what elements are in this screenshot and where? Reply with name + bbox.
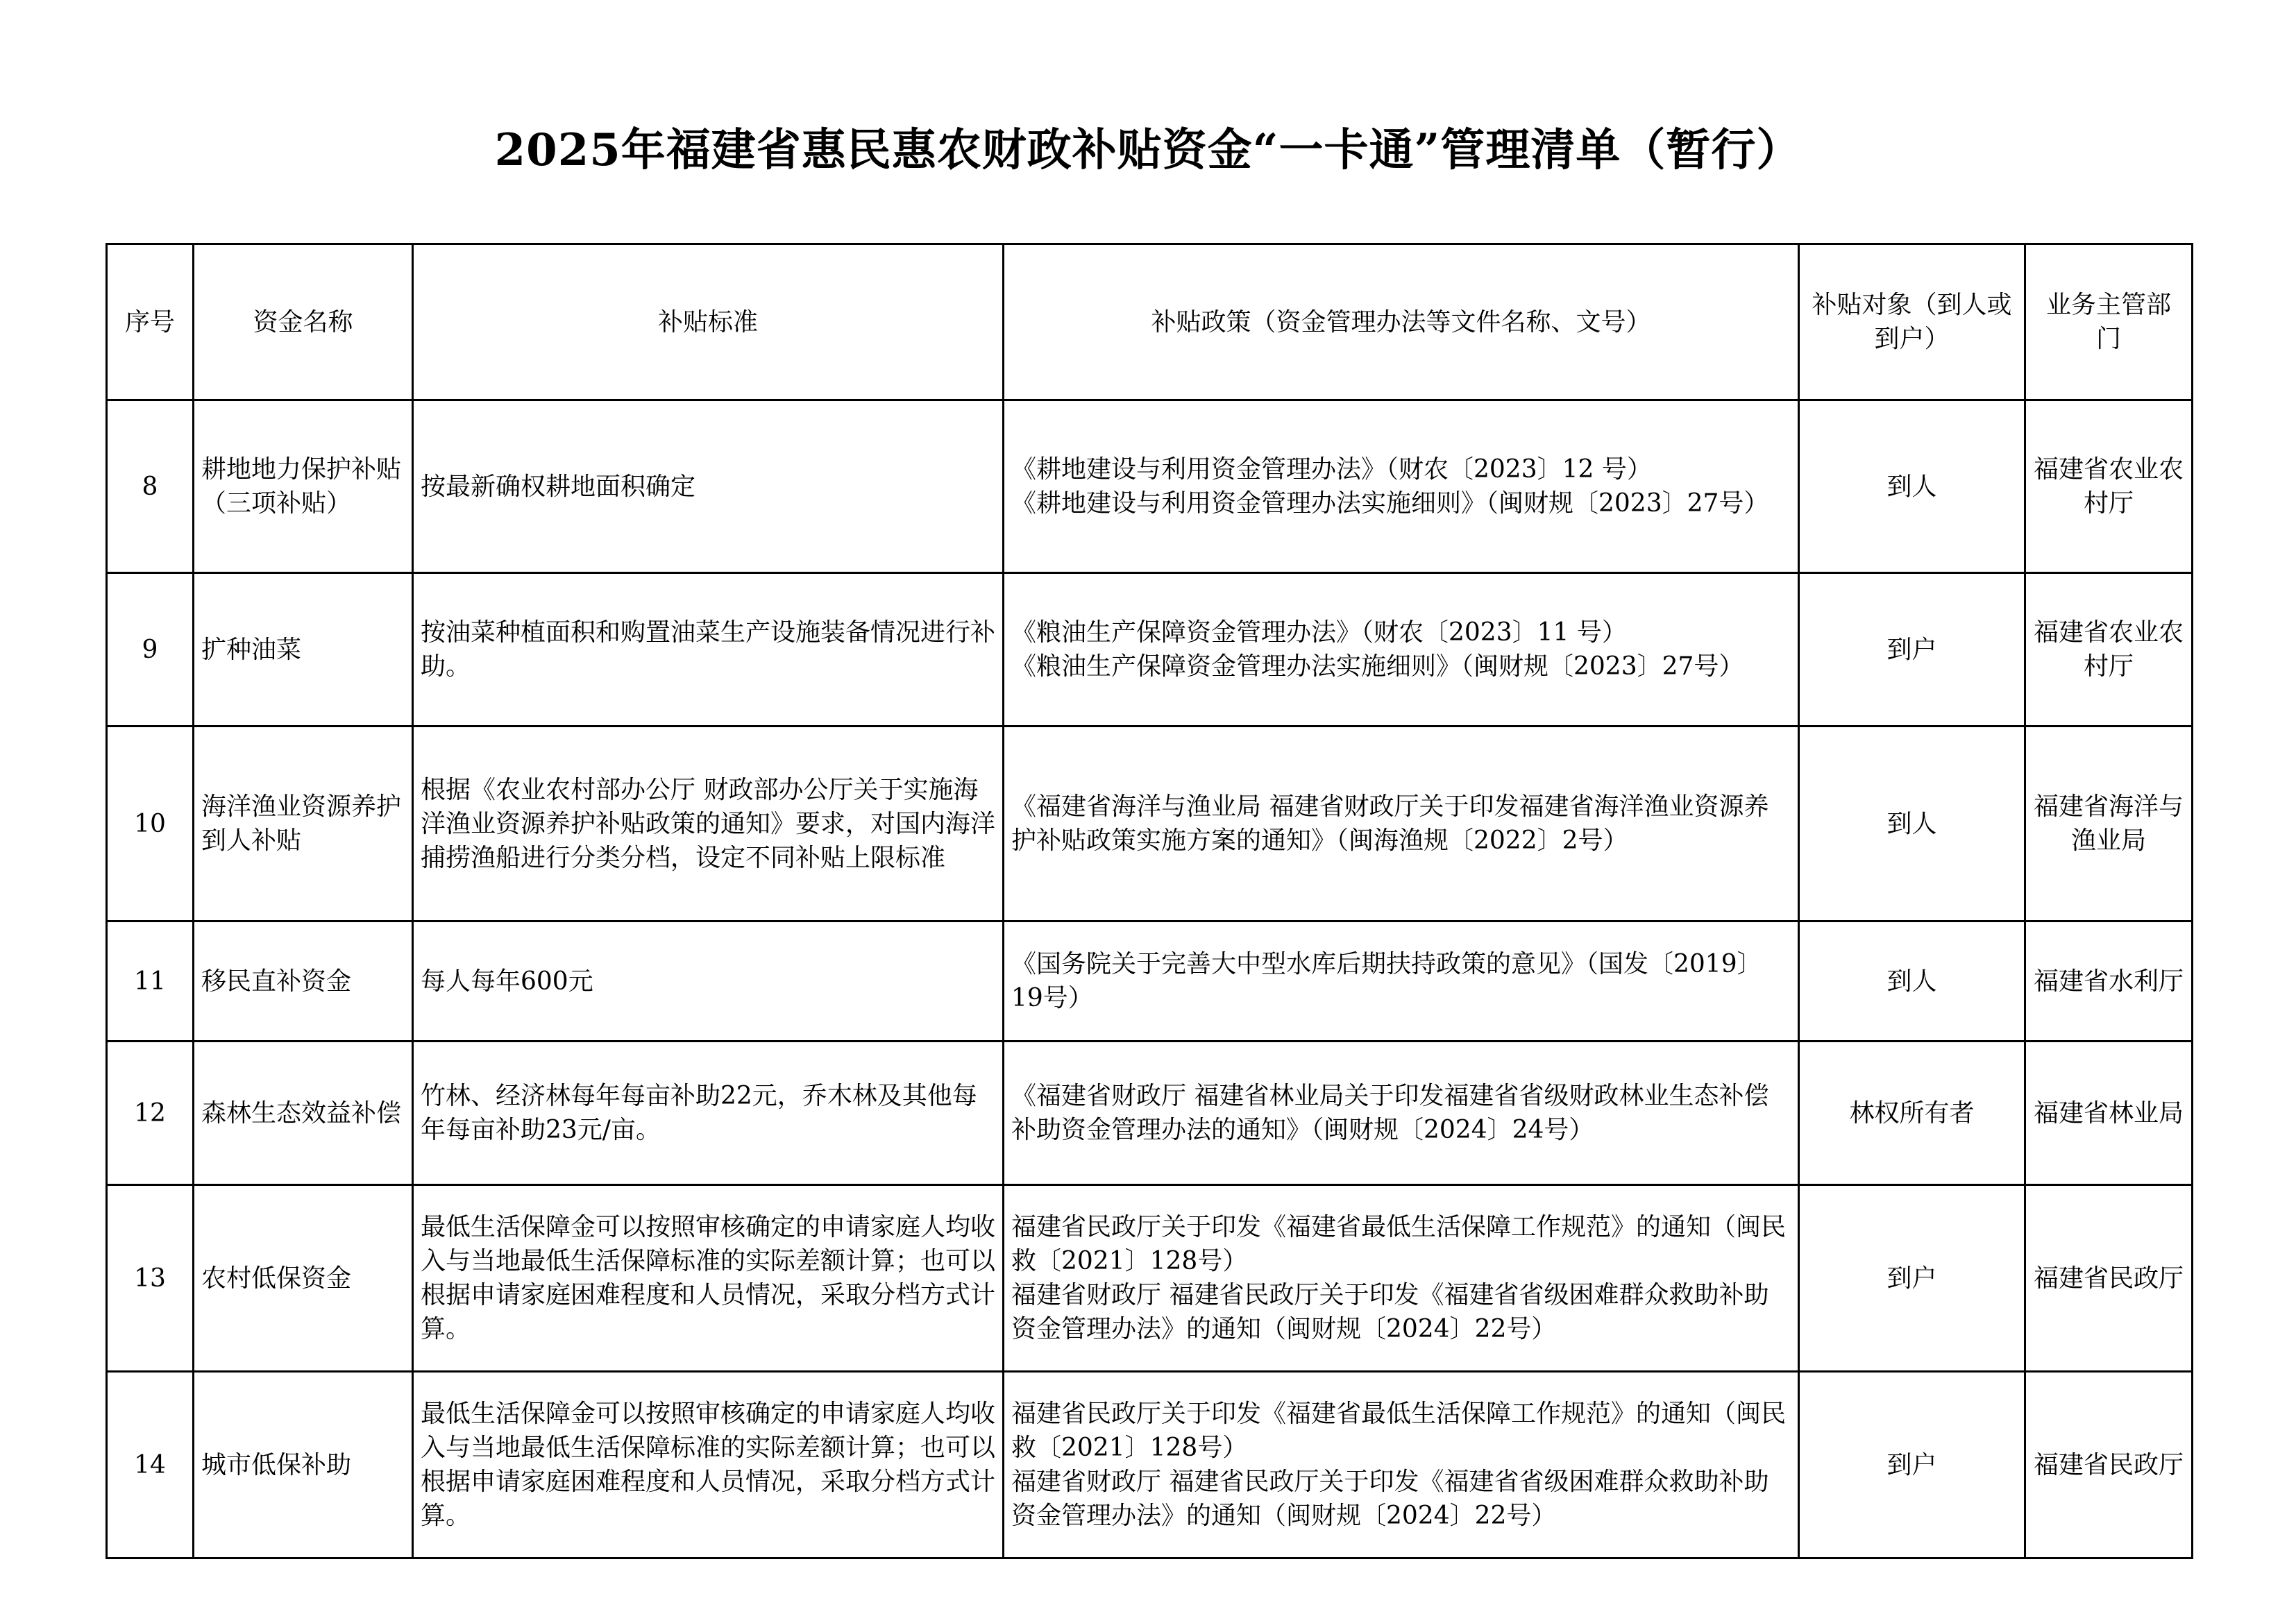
- table-row: [107, 726, 2193, 921]
- table-header-row: [107, 244, 2193, 400]
- header-standard: 补贴标准: [413, 244, 1004, 400]
- cell-target: 到人: [1799, 400, 2025, 573]
- cell-name: 森林生态效益补偿: [194, 1042, 413, 1185]
- table-row: [107, 1185, 2193, 1372]
- cell-dept: 福建省民政厅: [2025, 1372, 2193, 1558]
- cell-policy: 福建省民政厅关于印发《福建省最低生活保障工作规范》的通知（闽民救〔2021〕128号） 福建省财政厅 福建省民政厅关于印发《福建省省级困难群众救助补助资金管理办法》的通知（闽财规〔2024〕22号）: [1004, 1372, 1799, 1558]
- cell-dept: 福建省水利厅: [2025, 921, 2193, 1042]
- cell-standard: 按最新确权耕地面积确定: [413, 400, 1004, 573]
- cell-dept: 福建省民政厅: [2025, 1185, 2193, 1372]
- cell-no: 8: [107, 400, 194, 573]
- cell-name: 农村低保资金: [194, 1185, 413, 1372]
- cell-name: 扩种油菜: [194, 573, 413, 726]
- cell-target: 到户: [1799, 1372, 2025, 1558]
- cell-standard: 每人每年600元: [413, 921, 1004, 1042]
- page-title: 2025年福建省惠民惠农财政补贴资金“一卡通”管理清单（暂行）: [494, 124, 1802, 176]
- cell-policy: 《粮油生产保障资金管理办法》（财农〔2023〕11 号） 《粮油生产保障资金管理办法实施细则》（闽财规〔2023〕27号）: [1004, 573, 1799, 726]
- cell-target: 到人: [1799, 921, 2025, 1042]
- header-no: 序号: [107, 244, 194, 400]
- cell-policy: 《福建省海洋与渔业局 福建省财政厅关于印发福建省海洋渔业资源养护补贴政策实施方案的通知》（闽海渔规〔2022〕2号）: [1004, 726, 1799, 921]
- cell-standard: 按油菜种植面积和购置油菜生产设施装备情况进行补助。: [413, 573, 1004, 726]
- header-name: 资金名称: [194, 244, 413, 400]
- cell-policy: 《福建省财政厅 福建省林业局关于印发福建省省级财政林业生态补偿补助资金管理办法的通知》（闽财规〔2024〕24号）: [1004, 1042, 1799, 1185]
- cell-target: 到户: [1799, 1185, 2025, 1372]
- table-row: [107, 1372, 2193, 1558]
- cell-name: 耕地地力保护补贴（三项补贴）: [194, 400, 413, 573]
- cell-dept: 福建省农业农村厅: [2025, 400, 2193, 573]
- cell-no: 9: [107, 573, 194, 726]
- table-row: [107, 573, 2193, 726]
- cell-no: 10: [107, 726, 194, 921]
- header-dept: 业务主管部门: [2025, 244, 2193, 400]
- cell-dept: 福建省林业局: [2025, 1042, 2193, 1185]
- cell-standard: 最低生活保障金可以按照审核确定的申请家庭人均收入与当地最低生活保障标准的实际差额计算；也可以根据申请家庭困难程度和人员情况，采取分档方式计算。: [413, 1185, 1004, 1372]
- cell-standard: 根据《农业农村部办公厅 财政部办公厅关于实施海洋渔业资源养护补贴政策的通知》要求，对国内海洋捕捞渔船进行分类分档，设定不同补贴上限标准: [413, 726, 1004, 921]
- cell-target: 到人: [1799, 726, 2025, 921]
- cell-name: 海洋渔业资源养护到人补贴: [194, 726, 413, 921]
- cell-no: 12: [107, 1042, 194, 1185]
- cell-name: 城市低保补助: [194, 1372, 413, 1558]
- header-policy: 补贴政策（资金管理办法等文件名称、文号）: [1004, 244, 1799, 400]
- cell-target: 到户: [1799, 573, 2025, 726]
- table-row: [107, 400, 2193, 573]
- cell-no: 14: [107, 1372, 194, 1558]
- cell-dept: 福建省农业农村厅: [2025, 573, 2193, 726]
- cell-target: 林权所有者: [1799, 1042, 2025, 1185]
- cell-standard: 竹林、经济林每年每亩补助22元，乔木林及其他每年每亩补助23元/亩。: [413, 1042, 1004, 1185]
- table-row: [107, 921, 2193, 1042]
- cell-name: 移民直补资金: [194, 921, 413, 1042]
- cell-no: 13: [107, 1185, 194, 1372]
- cell-no: 11: [107, 921, 194, 1042]
- header-target: 补贴对象（到人或到户）: [1799, 244, 2025, 400]
- cell-policy: 《国务院关于完善大中型水库后期扶持政策的意见》（国发〔2019〕19号）: [1004, 921, 1799, 1042]
- cell-policy: 《耕地建设与利用资金管理办法》（财农〔2023〕12 号） 《耕地建设与利用资金管理办法实施细则》（闽财规〔2023〕27号）: [1004, 400, 1799, 573]
- subsidy-table: [105, 243, 2193, 1559]
- cell-policy: 福建省民政厅关于印发《福建省最低生活保障工作规范》的通知（闽民救〔2021〕128号） 福建省财政厅 福建省民政厅关于印发《福建省省级困难群众救助补助资金管理办法》的通知（闽财规〔2024〕22号）: [1004, 1185, 1799, 1372]
- cell-standard: 最低生活保障金可以按照审核确定的申请家庭人均收入与当地最低生活保障标准的实际差额计算；也可以根据申请家庭困难程度和人员情况，采取分档方式计算。: [413, 1372, 1004, 1558]
- cell-dept: 福建省海洋与渔业局: [2025, 726, 2193, 921]
- table-row: [107, 1042, 2193, 1185]
